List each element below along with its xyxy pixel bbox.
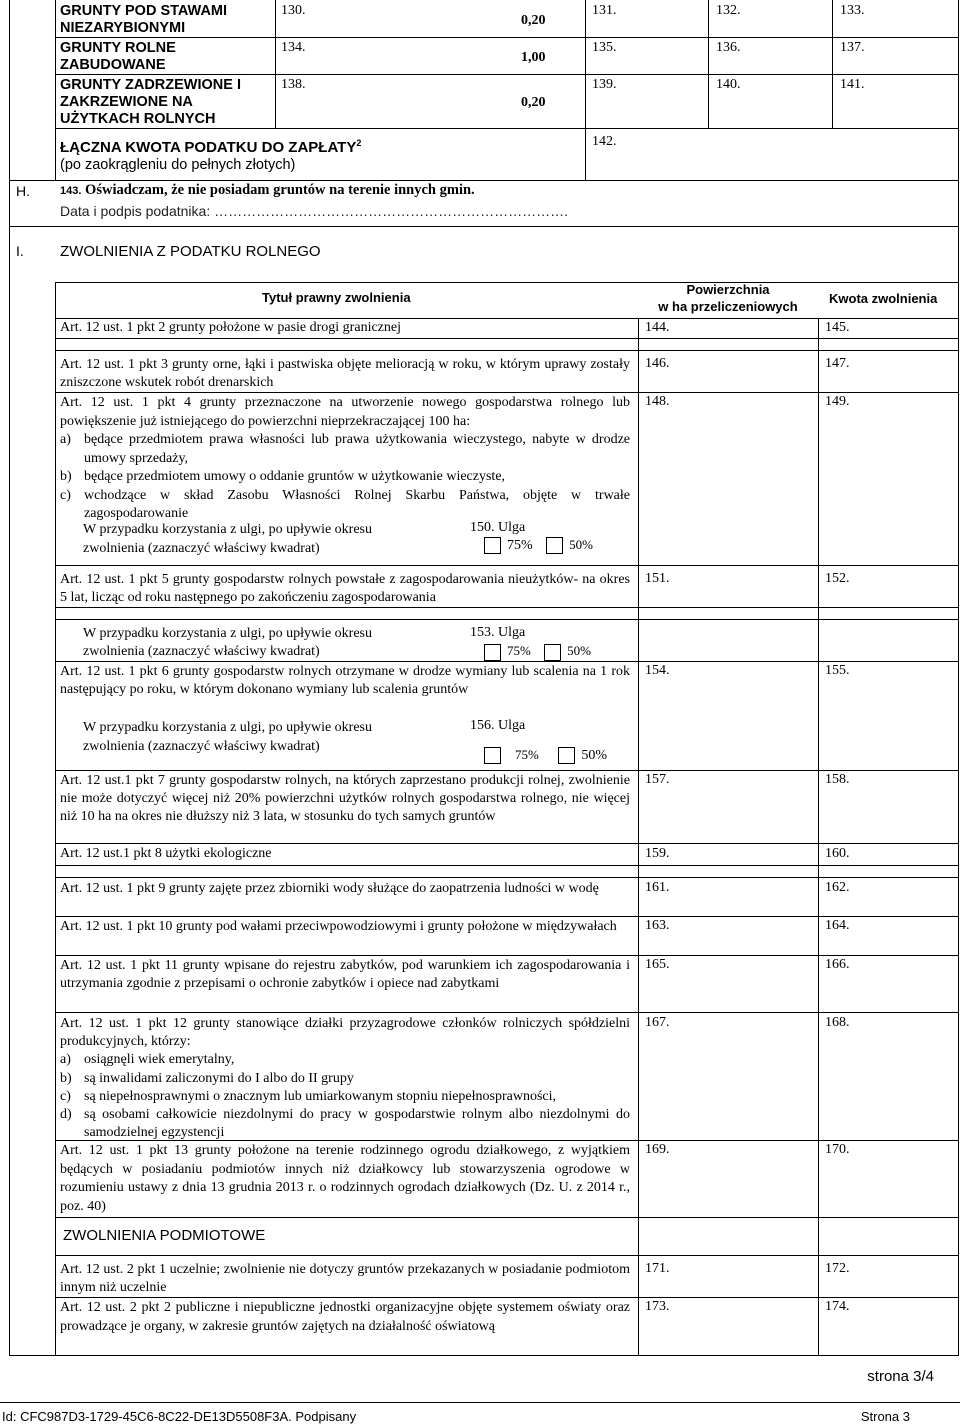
list-text: będące przedmiotem umowy o oddanie gruntów w użytkowanie wieczyste, [84,469,506,484]
exemption-row-12 [60,1015,630,1142]
exemption-row-text: Art. 12 ust. 1 pkt 11 grunty wpisane do rejestru zabytków, pod warunkiem ich zagospodarowania i utrzymania zgodnie z przepisami o ochronie zabytków i opiece nad zabytkami [60,958,630,991]
col-sep-b [818,318,819,1355]
field-number: 143. [60,185,82,197]
top-col-2 [585,0,586,180]
amount-field[interactable]: 155. [825,663,850,678]
section-title: ZWOLNIENIA Z PODATKU ROLNEGO [60,243,321,260]
row-sep [55,916,959,917]
field-number[interactable]: 131. [592,3,617,18]
tax-rate: 0,20 [521,95,546,110]
field-number: 138. [281,77,306,92]
row-sep [55,770,959,771]
list-marker: c) [60,487,71,503]
amount-field[interactable]: 160. [825,846,850,861]
row-sep [55,619,959,620]
exemption-row-text: Art. 12 ust. 1 pkt 2 grunty położone w pasie drogi granicznej [60,320,401,335]
col-header-area [638,281,818,315]
relief-options [484,643,591,661]
checkbox-50[interactable] [544,644,561,661]
tax-rate: 1,00 [521,50,546,65]
relief-note [83,520,372,558]
list-marker: c) [60,1088,71,1104]
list-text: osiągnęli wiek emerytalny, [84,1052,235,1068]
exemption-row-text: Art. 12 ust.1 pkt 8 użytki ekologiczne [60,846,272,861]
area-field[interactable]: 154. [645,663,670,678]
total-text: ŁĄCZNA KWOTA PODATKU DO ZAPŁATY [60,139,357,156]
field-number[interactable]: 132. [716,3,741,18]
page-number: Strona 3 [860,1409,910,1424]
row-sep [55,955,959,956]
list-text: są niepełnosprawnymi o znacznym lub umiarkowanym stopniu niepełnosprawności, [84,1088,557,1104]
row-sep [55,877,959,878]
frame-left [9,0,10,1355]
area-field[interactable]: 144. [645,320,670,335]
field-number[interactable]: 140. [716,77,741,92]
top-row-sep-3 [55,128,959,129]
exemption-row-text: Art. 12 ust. 2 pkt 1 uczelnie; zwolnienie nie dotyczy gruntów przekazanych w posiadanie podmiotom innym niż uczelnie [60,1262,630,1295]
frame-right [958,0,959,1355]
row-sep [55,661,959,662]
list-text: są inwalidami zaliczonymi do I albo do II grupy [84,1070,354,1086]
footnote-mark: 2 [356,138,362,148]
amount-field[interactable]: 158. [825,772,850,787]
list-item [60,1106,630,1142]
section-h-bottom [9,226,959,227]
row-sep [55,338,959,339]
label-line: ZABUDOWANE [60,57,166,73]
list-item [60,487,630,524]
list-text: będące przedmiotem prawa własności lub prawa użytkowania wieczystego, nabyte w drodze umowy sprzedaży, [84,432,630,466]
list-item [60,1088,630,1106]
field-number[interactable]: 139. [592,77,617,92]
row-label-built [60,40,176,74]
top-row-sep-4 [9,180,959,181]
row-sep [55,392,959,393]
exemption-row-text: Art. 12 ust. 1 pkt 9 grunty zajęte przez zbiorniki wody służące do zaopatrzenia ludności w wodę [60,881,599,896]
frame-bottom [9,1355,959,1356]
exemption-row-4 [60,394,630,524]
exemption-row-text: Art. 12 ust. 1 pkt 5 grunty gospodarstw rolnych powstałe z zagospodarowania nieużytków- na okres 5 lat, licząc od roku następnego po zakończeniu zagospodarowania [60,572,630,605]
field-number[interactable]: 135. [592,40,617,55]
area-field[interactable]: 165. [645,957,670,972]
inner-left-i [55,282,56,1355]
area-field[interactable]: 161. [645,880,670,895]
field-number[interactable]: 133. [840,3,865,18]
document-id: Id: CFC987D3-1729-45C6-8C22-DE13D5508F3A. Podpisany [2,1409,357,1424]
amount-field[interactable]: 147. [825,356,850,371]
row-sep [55,1012,959,1013]
col-header-title: Tytuł prawny zwolnienia [262,290,411,305]
footer-rule [0,1402,960,1403]
relief-line: W przypadku korzystania z ulgi, po upływie okresu [83,522,373,537]
subsection-title: ZWOLNIENIA PODMIOTOWE [63,1227,266,1244]
top-col-1 [275,0,276,128]
col-sep-a [638,318,639,1355]
amount-field[interactable]: 170. [825,1142,850,1157]
checkbox-50[interactable] [546,537,563,554]
option-label: 50% [581,748,608,763]
exemption-row-text: Art. 12 ust. 1 pkt 4 grunty przeznaczone na utworzenie nowego gospodarstwa rolnego lub powiększenie już istniejącego do powierzchni nieprzekraczającej 100 ha: [60,395,630,429]
area-field[interactable]: 171. [645,1261,670,1276]
exemption-row-text: Art. 12 ust. 1 pkt 3 grunty orne, łąki i pastwiska objęte melioracją w roku, w którym uprawy zostały zniszczone wskutek robót drenarskich [60,357,630,390]
row-label-ponds [60,3,227,37]
list-item [60,468,630,487]
relief-field-label: 150. Ulga [470,520,526,535]
col-header-line: Powierzchnia [686,282,770,297]
area-field[interactable]: 163. [645,918,670,933]
tax-rate: 0,20 [521,13,546,28]
exemption-row-text: Art. 12 ust. 1 pkt 13 grunty położone na terenie rodzinnego ogrodu działkowego, z wyjątkiem będących w posiadaniu podmiotów innych niż działkowcy lub stowarzyszenia ogrodowe w rozumieniu ustawy z dnia 13 grudnia 2013 r. o rodzinnych ogrodach działkowych (Dz. U. z 2014 r., poz. 40) [60,1143,630,1214]
relief-note [83,625,372,661]
i-header-top [55,282,959,283]
list-marker: a) [60,432,71,447]
exemption-row-text: Art. 12 ust. 2 pkt 2 publiczne i niepubliczne jednostki organizacyjne objęte systemem oświaty oraz prowadzące je organy, w zakresie gruntów zajętych na działalność oświatową [60,1300,630,1334]
total-label [60,138,361,156]
relief-line: W przypadku korzystania z ulgi, po upływie okresu [83,626,373,641]
top-row-sep-1 [55,37,959,38]
amount-field[interactable]: 152. [825,571,850,586]
exemption-row-text: Art. 12 ust. 1 pkt 12 grunty stanowiące działki przyzagrodowe członków rolniczych spółdzielni produkcyjnych, którzy: [60,1016,630,1050]
list-text: wchodzące w skład Zasobu Własności Rolnej Skarbu Państwa, objęte w trwałe zagospodarowanie [84,487,630,521]
list-marker: a) [60,1052,71,1068]
label-line: UŻYTKACH ROLNYCH [60,111,216,127]
area-field[interactable]: 151. [645,571,670,586]
amount-field[interactable]: 168. [825,1015,850,1030]
area-field[interactable]: 159. [645,846,670,861]
relief-line: zwolnienia (zaznaczyć właściwy kwadrat) [83,541,320,556]
relief-line: W przypadku korzystania z ulgi, po upływie okresu [83,720,373,735]
page-indicator: strona 3/4 [867,1368,934,1385]
list-item [60,1070,630,1088]
amount-field[interactable]: 149. [825,394,850,409]
row-sep [55,865,959,866]
relief-line: zwolnienia (zaznaczyć właściwy kwadrat) [83,644,320,659]
relief-line: zwolnienia (zaznaczyć właściwy kwadrat) [83,739,320,754]
list-item [60,431,630,468]
row-sep [55,1255,959,1256]
label-line: ZAKRZEWIONE NA [60,94,193,110]
label-line: GRUNTY ROLNE [60,40,176,56]
inner-left [55,0,56,180]
amount-field[interactable]: 164. [825,918,850,933]
list-marker: b) [60,1070,72,1086]
list-marker: d) [60,1107,72,1123]
top-row-sep-2 [55,74,959,75]
relief-field-label: 153. Ulga [470,625,526,640]
col-header-amount: Kwota zwolnienia [829,291,938,306]
row-label-wooded [60,77,241,128]
top-col-4 [832,0,833,128]
list-text: są osobami całkowicie niezdolnymi do pracy w gospodarstwie rolnym albo niezdolnymi do samodzielnej egzystencji [84,1107,630,1141]
area-field[interactable]: 148. [645,394,670,409]
total-field[interactable]: 142. [592,134,617,149]
relief-options [484,537,593,554]
field-number: 130. [281,3,306,18]
row-sep [55,1217,959,1218]
relief-note [83,718,372,756]
list-marker: b) [60,469,72,484]
area-field[interactable]: 157. [645,772,670,787]
checkbox-50[interactable] [558,747,575,764]
label-line: GRUNTY POD STAWAMI [60,3,228,19]
row-sep [55,843,959,844]
area-field[interactable]: 173. [645,1299,670,1314]
total-sublabel: (po zaokrągleniu do pełnych złotych) [60,157,296,173]
section-letter-h: H. [16,183,30,199]
exemption-row-text: Art. 12 ust. 1 pkt 6 grunty gospodarstw rolnych otrzymane w drodze wymiany lub scalenia na 1 rok następujący po roku, w którym dokonano wymiany lub scalenia gruntów [60,664,630,697]
amount-field[interactable]: 174. [825,1299,850,1314]
area-field[interactable]: 169. [645,1142,670,1157]
row-sep [55,565,959,566]
row-sep [55,1297,959,1298]
date-label: Data i podpis podatnika: [60,203,211,219]
top-col-3 [708,0,709,128]
option-label: 75% [507,643,531,658]
checkbox-75[interactable] [484,644,501,661]
checkbox-75[interactable] [484,747,501,764]
option-label: 75% [515,747,539,762]
relief-options [484,747,607,764]
label-line: NIEZARYBIONYMI [60,20,186,36]
option-label: 50% [569,537,594,552]
amount-field[interactable]: 172. [825,1261,850,1276]
field-number[interactable]: 141. [840,77,865,92]
date-signature-row [60,203,568,219]
exemption-row-text: Art. 12 ust. 1 pkt 10 grunty pod wałami przeciwpowodziowymi i grunty położone w międzywałach [60,919,617,934]
exemption-row-text: Art. 12 ust.1 pkt 7 grunty gospodarstw rolnych, na których zaprzestano produkcji rolnej, zwolnienie nie może dotyczyć więcej niż 20% powierzchni użytków rolnych gospodarstwa rolnego, nie więcej niż 10 ha na okres nie dłuższy niż 3 lata, w stosunku do tych samych gruntów [60,773,630,824]
label-line: GRUNTY ZADRZEWIONE I [60,77,241,93]
field-number[interactable]: 137. [840,40,865,55]
amount-field[interactable]: 145. [825,320,850,335]
option-label: 75% [507,538,533,553]
relief-field-label: 156. Ulga [470,718,526,733]
signature-dots[interactable]: …………………………………………………………………. [214,203,568,219]
amount-field[interactable]: 166. [825,957,850,972]
amount-field[interactable]: 162. [825,880,850,895]
option-label: 50% [567,643,591,658]
i-header-bottom [55,318,959,319]
statement-text: Oświadczam, że nie posiadam gruntów na terenie innych gmin. [85,182,475,198]
section-letter-i: I. [16,243,24,259]
field-number[interactable]: 136. [716,40,741,55]
checkbox-75[interactable] [484,537,501,554]
list-item [60,1051,630,1069]
row-sep [55,607,959,608]
field-number: 134. [281,40,306,55]
col-header-line: w ha przeliczeniowych [658,299,798,314]
area-field[interactable]: 167. [645,1015,670,1030]
area-field[interactable]: 146. [645,356,670,371]
row-sep [55,350,959,351]
statement-line [60,182,475,199]
